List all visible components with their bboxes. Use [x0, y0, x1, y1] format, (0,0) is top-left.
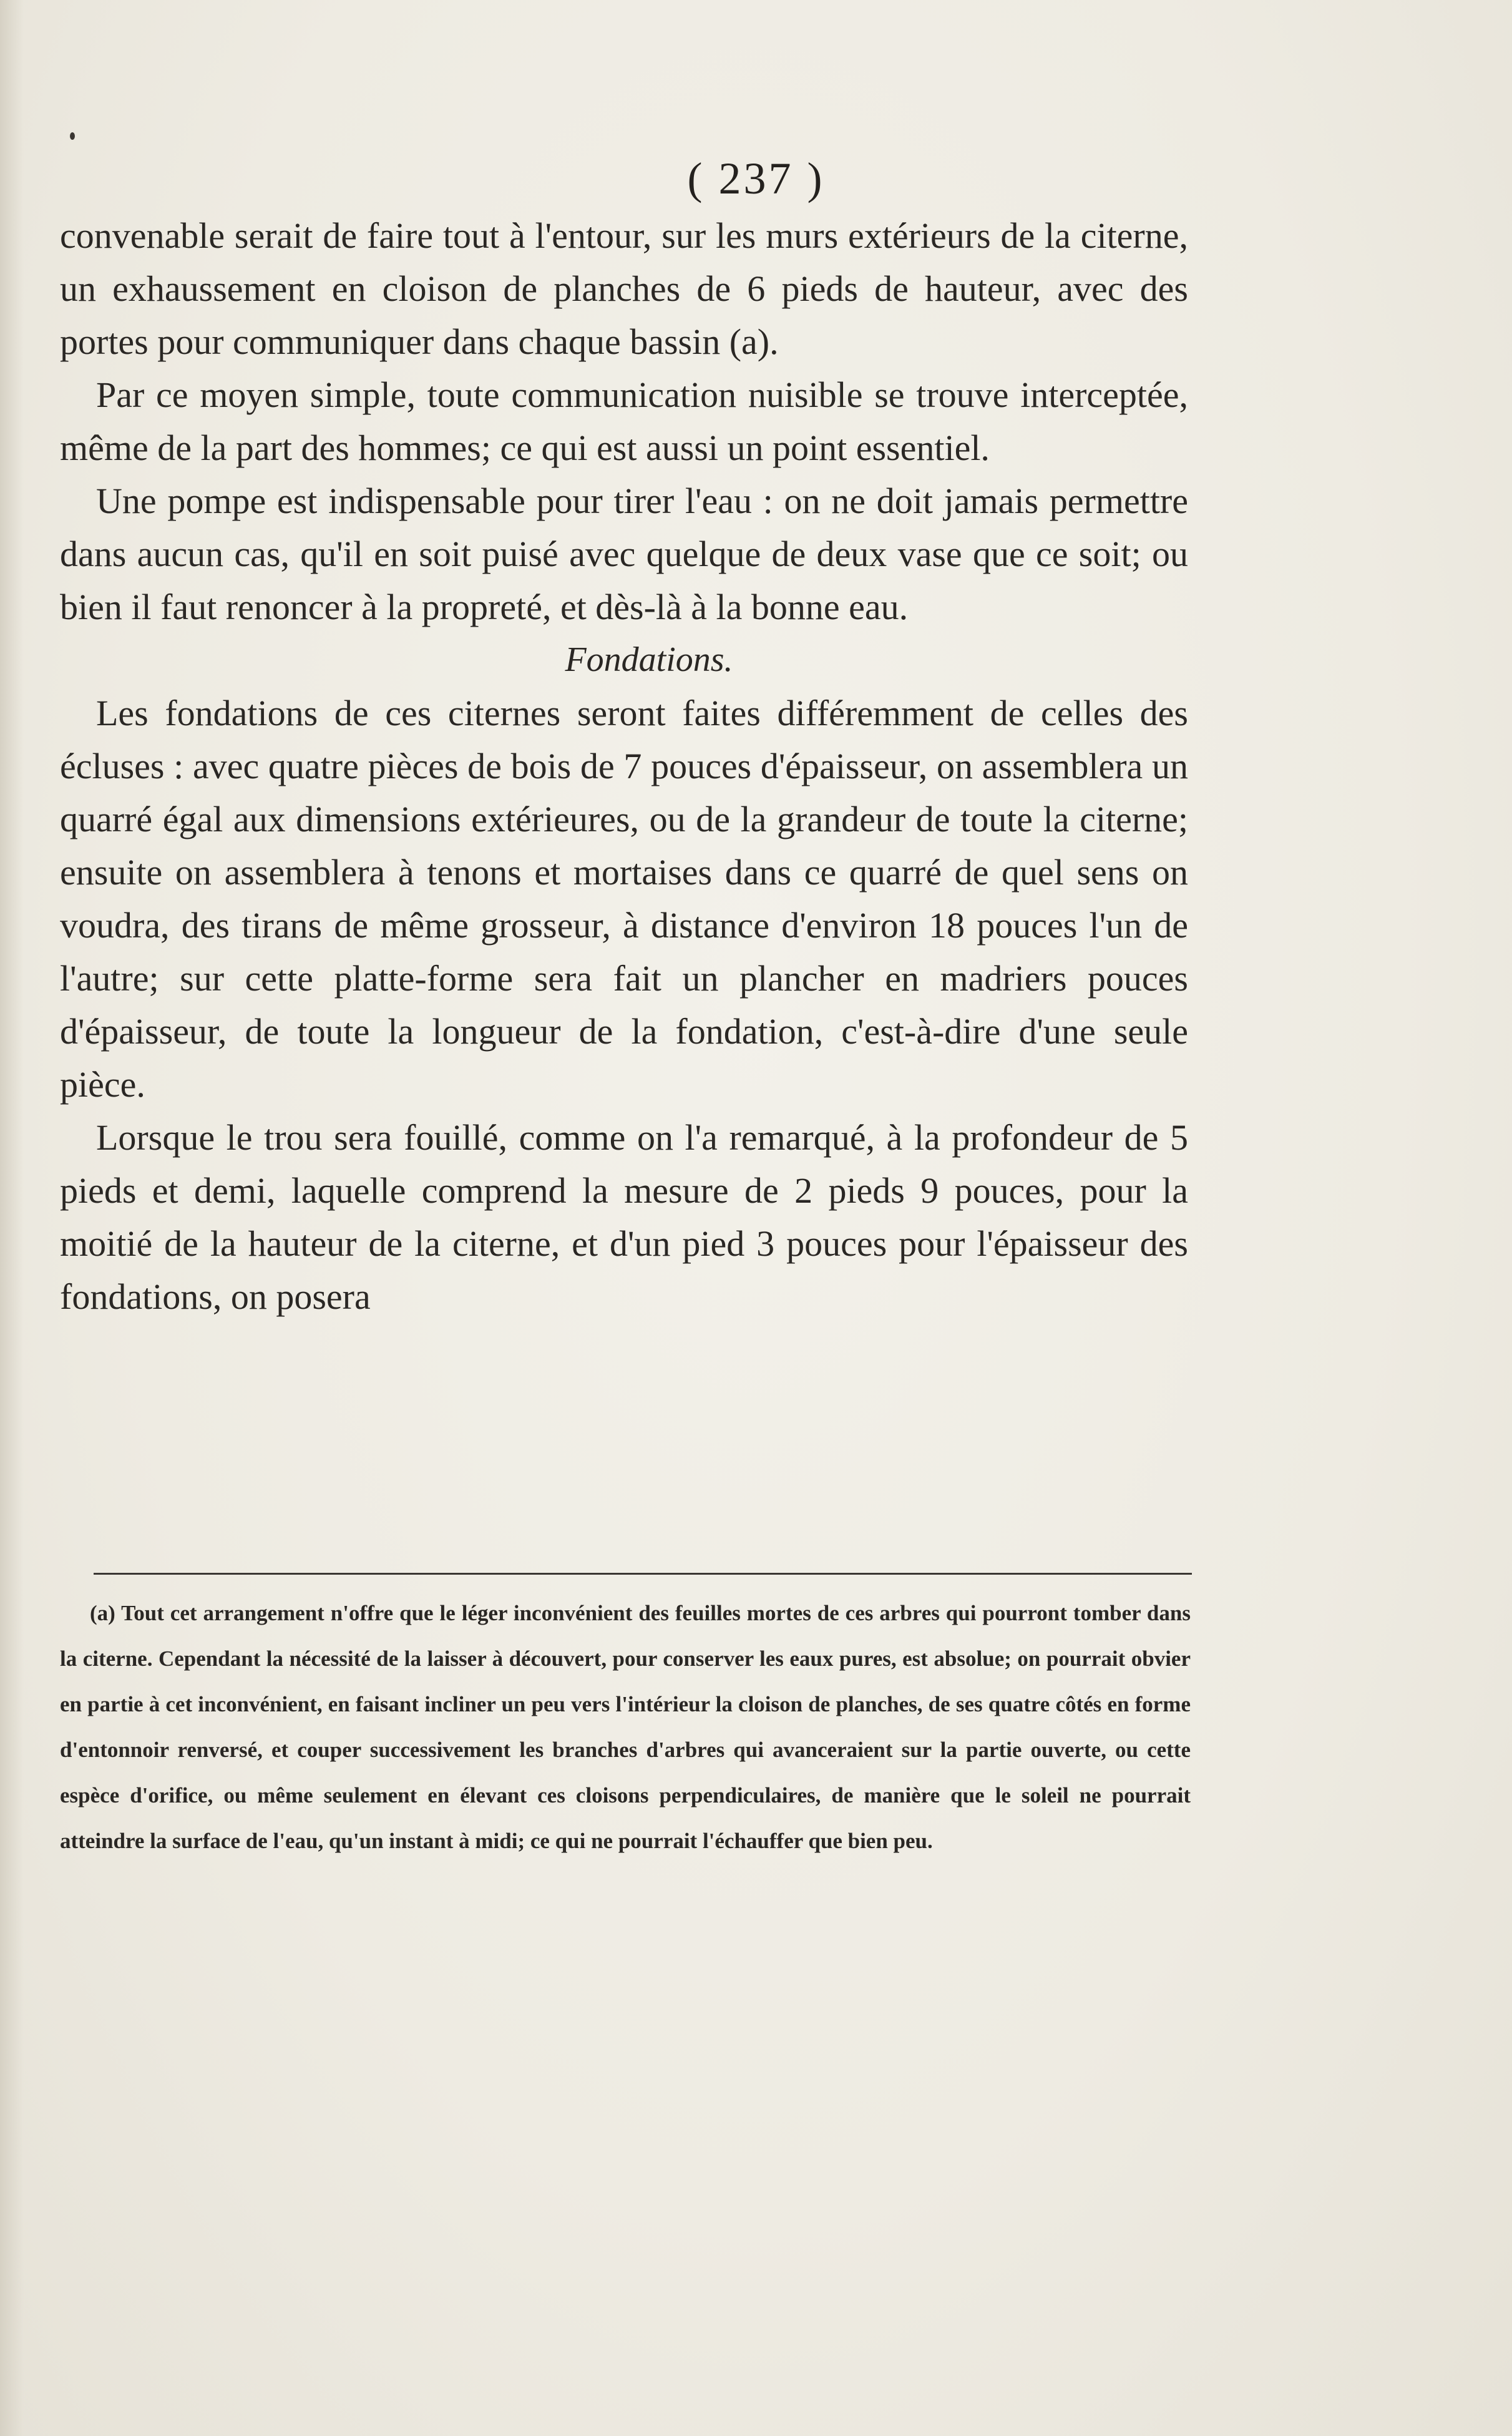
page-number: ( 237 )	[687, 154, 825, 203]
gutter-shadow	[0, 0, 24, 2436]
footnote-text: (a) Tout cet arrangement n'offre que le léger inconvénient des feuilles mortes de ces arbres qui pourront tomber dans la citerne. Cependant la nécessité de la laisser à découvert, pour conserver les eaux pures, est absolue; on pourrait obvier en partie à cet inconvénient, en faisant incliner un peu vers l'intérieur la cloison de planches, de ses quatre côtés en forme d'entonnoir renversé, et couper successivement les branches d'arbres qui avanceraient sur la partie ouverte, ou cette espèce d'orifice, ou même seulement en élevant ces cloisons perpendiculaires, de manière que le soleil ne pourrait atteindre la surface de l'eau, qu'un instant à midi; ce qui ne pourrait l'échauffer que bien peu.	[60, 1601, 1191, 1853]
body-text	[60, 209, 1188, 1323]
section-heading: Fondations.	[565, 640, 733, 679]
paragraph: Par ce moyen simple, toute communication nuisible se trouve interceptée, même de la part des hommes; ce qui est aussi un point essentiel.	[60, 374, 1188, 468]
footnote-rule	[94, 1573, 1192, 1575]
footnote	[60, 1590, 1191, 1864]
paragraph: Une pompe est indispensable pour tirer l'eau : on ne doit jamais permettre dans aucun cas, qu'il en soit puisé avec quelque de deux vase que ce soit; ou bien il faut renoncer à la propreté, et dès-là à la bonne eau.	[60, 481, 1188, 627]
paragraph-continuation: convenable serait de faire tout à l'entour, sur les murs extérieurs de la citerne, un exhaussement en cloison de planches de 6 pieds de hauteur, avec des portes pour communiquer dans chaque bassin (a).	[60, 215, 1188, 362]
paragraph: Lorsque le trou sera fouillé, comme on l'a remarqué, à la profondeur de 5 pieds et demi, laquelle comprend la mesure de 2 pieds 9 pouces, pour la moitié de la hauteur de la citerne, et d'un pied 3 pouces pour l'épaisseur des fondations, on posera	[60, 1117, 1188, 1317]
ink-spot	[70, 132, 75, 140]
paragraph: Les fondations de ces citernes seront faites différemment de celles des écluses : avec quatre pièces de bois de 7 pouces d'épaisseur, on assemblera un quarré égal aux dimensions extérieures, ou de la grandeur de toute la citerne; ensuite on assemblera à tenons et mortaises dans ce quarré de quel sens on voudra, des tirans de même grosseur, à distance d'environ 18 pouces l'un de l'autre; sur cette platte-forme sera fait un plancher en madriers pouces d'épaisseur, de toute la longueur de la fondation, c'est-à-dire d'une seule pièce.	[60, 693, 1188, 1105]
